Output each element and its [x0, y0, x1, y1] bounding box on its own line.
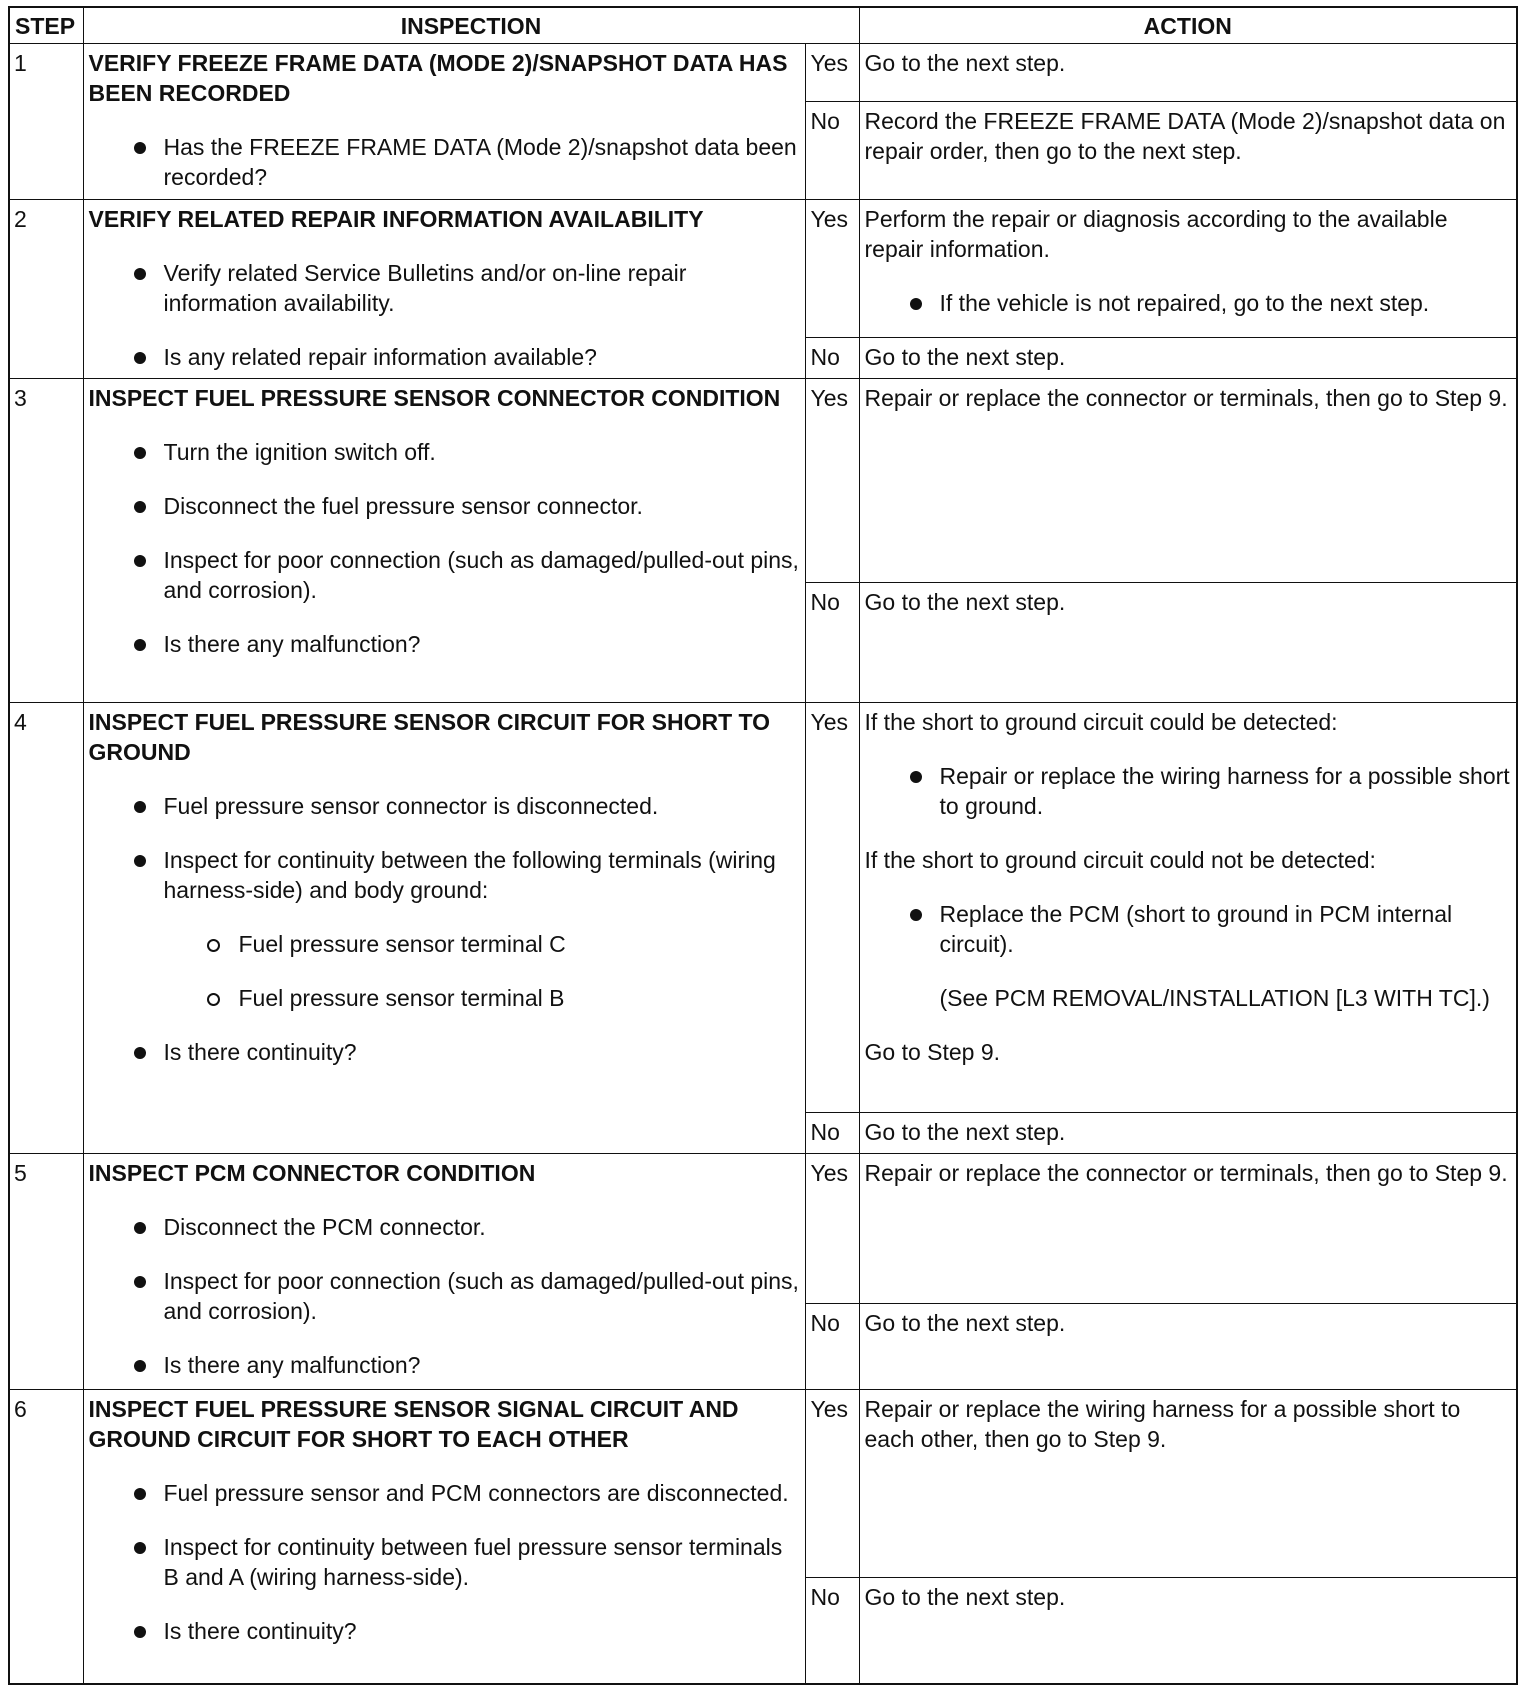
yes-label: Yes [805, 1154, 859, 1304]
inspection-bullet: Is there any malfunction? [89, 1350, 800, 1380]
no-action: Go to the next step. [859, 1304, 1517, 1390]
inspection-bullet: Disconnect the PCM connector. [89, 1212, 800, 1242]
hollow-bullet-icon [207, 993, 220, 1006]
bullet-dot-icon [134, 1626, 146, 1638]
bullet-dot-icon [910, 909, 922, 921]
yes-action: Repair or replace the connector or terminals, then go to Step 9. [859, 379, 1517, 583]
diagnostic-table [8, 6, 1518, 1685]
bullet-dot-icon [134, 447, 146, 459]
step-5-inspection [83, 1154, 805, 1390]
hollow-bullet-icon [207, 939, 220, 952]
bullet-dot-icon [134, 1542, 146, 1554]
step-number: 3 [9, 379, 83, 703]
no-action: Go to the next step. [859, 1113, 1517, 1154]
no-label: No [805, 1578, 859, 1684]
no-label: No [805, 102, 859, 200]
yes-action: Go to the next step. [859, 44, 1517, 102]
inspection-bullet: Has the FREEZE FRAME DATA (Mode 2)/snapshot data been recorded? [89, 132, 800, 192]
step-1-yes-row [9, 44, 1517, 102]
inspection-bullet: Inspect for continuity between fuel pressure sensor terminals B and A (wiring harness-side). [89, 1532, 800, 1592]
inspection-bullet: Fuel pressure sensor and PCM connectors are disconnected. [89, 1478, 800, 1508]
step-5-yes-row [9, 1154, 1517, 1304]
step-number: 1 [9, 44, 83, 200]
no-label: No [805, 1304, 859, 1390]
yes-label: Yes [805, 379, 859, 583]
step-3-yes-row [9, 379, 1517, 583]
inspection-bullet: Inspect for continuity between the following terminals (wiring harness-side) and body ground: [89, 845, 800, 905]
no-action: Go to the next step. [859, 1578, 1517, 1684]
bullet-dot-icon [134, 268, 146, 280]
bullet-dot-icon [910, 298, 922, 310]
no-action: Record the FREEZE FRAME DATA (Mode 2)/snapshot data on repair order, then go to the next step. [859, 102, 1517, 200]
yes-label: Yes [805, 200, 859, 338]
diagnostic-procedure-sheet [8, 6, 1516, 1696]
yes-label: Yes [805, 703, 859, 1113]
no-label: No [805, 337, 859, 378]
no-action: Go to the next step. [859, 337, 1517, 378]
header-row [9, 7, 1517, 44]
inspection-sub-bullet: Fuel pressure sensor terminal B [89, 983, 800, 1013]
bullet-dot-icon [134, 801, 146, 813]
reference-note: (See PCM REMOVAL/INSTALLATION [L3 WITH TC].) [939, 985, 1490, 1011]
inspection-bullet: Is there continuity? [89, 1037, 800, 1067]
bullet-dot-icon [134, 1222, 146, 1234]
step-title: INSPECT FUEL PRESSURE SENSOR CONNECTOR CONDITION [88, 385, 781, 411]
bullet-dot-icon [134, 639, 146, 651]
step-number: 4 [9, 703, 83, 1154]
step-number: 5 [9, 1154, 83, 1390]
inspection-bullet: Turn the ignition switch off. [89, 437, 800, 467]
step-title: INSPECT PCM CONNECTOR CONDITION [88, 1160, 536, 1186]
step-title: INSPECT FUEL PRESSURE SENSOR SIGNAL CIRCUIT AND GROUND CIRCUIT FOR SHORT TO EACH OTHER [88, 1396, 739, 1452]
step-2-yes-row [9, 200, 1517, 338]
inspection-bullet: Is there any malfunction? [89, 629, 800, 659]
inspection-column-header: INSPECTION [83, 7, 859, 44]
action-bullet: Repair or replace the wiring harness for a possible short to ground. [865, 761, 1512, 821]
bullet-dot-icon [134, 501, 146, 513]
bullet-dot-icon [134, 1276, 146, 1288]
inspection-bullet: Fuel pressure sensor connector is disconnected. [89, 791, 800, 821]
yes-action: Repair or replace the connector or terminals, then go to Step 9. [859, 1154, 1517, 1304]
bullet-dot-icon [134, 555, 146, 567]
step-title: VERIFY RELATED REPAIR INFORMATION AVAILABILITY [88, 206, 704, 232]
inspection-sub-bullet: Fuel pressure sensor terminal C [89, 929, 800, 959]
bullet-dot-icon [910, 771, 922, 783]
step-column-header: STEP [9, 7, 83, 44]
no-label: No [805, 1113, 859, 1154]
yes-action: If the short to ground circuit could be detected: Repair or replace the wiring harness for a possible short to ground. If the short to ground circuit could not be detected: Replace the PCM (short to ground in PCM internal circuit). (See PCM REMOVAL/INSTALLATION [L3 WITH TC].) Go to Step 9. [859, 703, 1517, 1113]
step-6-yes-row [9, 1390, 1517, 1578]
yes-label: Yes [805, 1390, 859, 1578]
inspection-bullet: Inspect for poor connection (such as damaged/pulled-out pins, and corrosion). [89, 1266, 800, 1326]
no-action: Go to the next step. [859, 583, 1517, 703]
bullet-dot-icon [134, 352, 146, 364]
bullet-dot-icon [134, 1047, 146, 1059]
step-title: VERIFY FREEZE FRAME DATA (MODE 2)/SNAPSHOT DATA HAS BEEN RECORDED [88, 50, 788, 106]
inspection-bullet: Is there continuity? [89, 1616, 800, 1646]
bullet-dot-icon [134, 855, 146, 867]
bullet-dot-icon [134, 142, 146, 154]
inspection-bullet: Is any related repair information available? [89, 342, 800, 372]
step-1-inspection [83, 44, 805, 200]
step-6-inspection [83, 1390, 805, 1684]
action-bullet: If the vehicle is not repaired, go to the next step. [865, 288, 1512, 318]
action-column-header: ACTION [859, 7, 1517, 44]
bullet-dot-icon [134, 1488, 146, 1500]
step-4-inspection [83, 703, 805, 1154]
action-bullet: Replace the PCM (short to ground in PCM internal circuit). [865, 899, 1512, 959]
step-4-yes-row [9, 703, 1517, 1113]
step-number: 2 [9, 200, 83, 379]
yes-label: Yes [805, 44, 859, 102]
bullet-dot-icon [134, 1360, 146, 1372]
inspection-bullet: Disconnect the fuel pressure sensor connector. [89, 491, 800, 521]
inspection-bullet: Verify related Service Bulletins and/or on-line repair information availability. [89, 258, 800, 318]
no-label: No [805, 583, 859, 703]
step-title: INSPECT FUEL PRESSURE SENSOR CIRCUIT FOR SHORT TO GROUND [88, 709, 771, 765]
inspection-bullet: Inspect for poor connection (such as damaged/pulled-out pins, and corrosion). [89, 545, 800, 605]
step-3-inspection [83, 379, 805, 703]
yes-action: Repair or replace the wiring harness for a possible short to each other, then go to Step 9. [859, 1390, 1517, 1578]
yes-action: Perform the repair or diagnosis according to the available repair information. If the vehicle is not repaired, go to the next step. [859, 200, 1517, 338]
step-number: 6 [9, 1390, 83, 1684]
step-2-inspection [83, 200, 805, 379]
